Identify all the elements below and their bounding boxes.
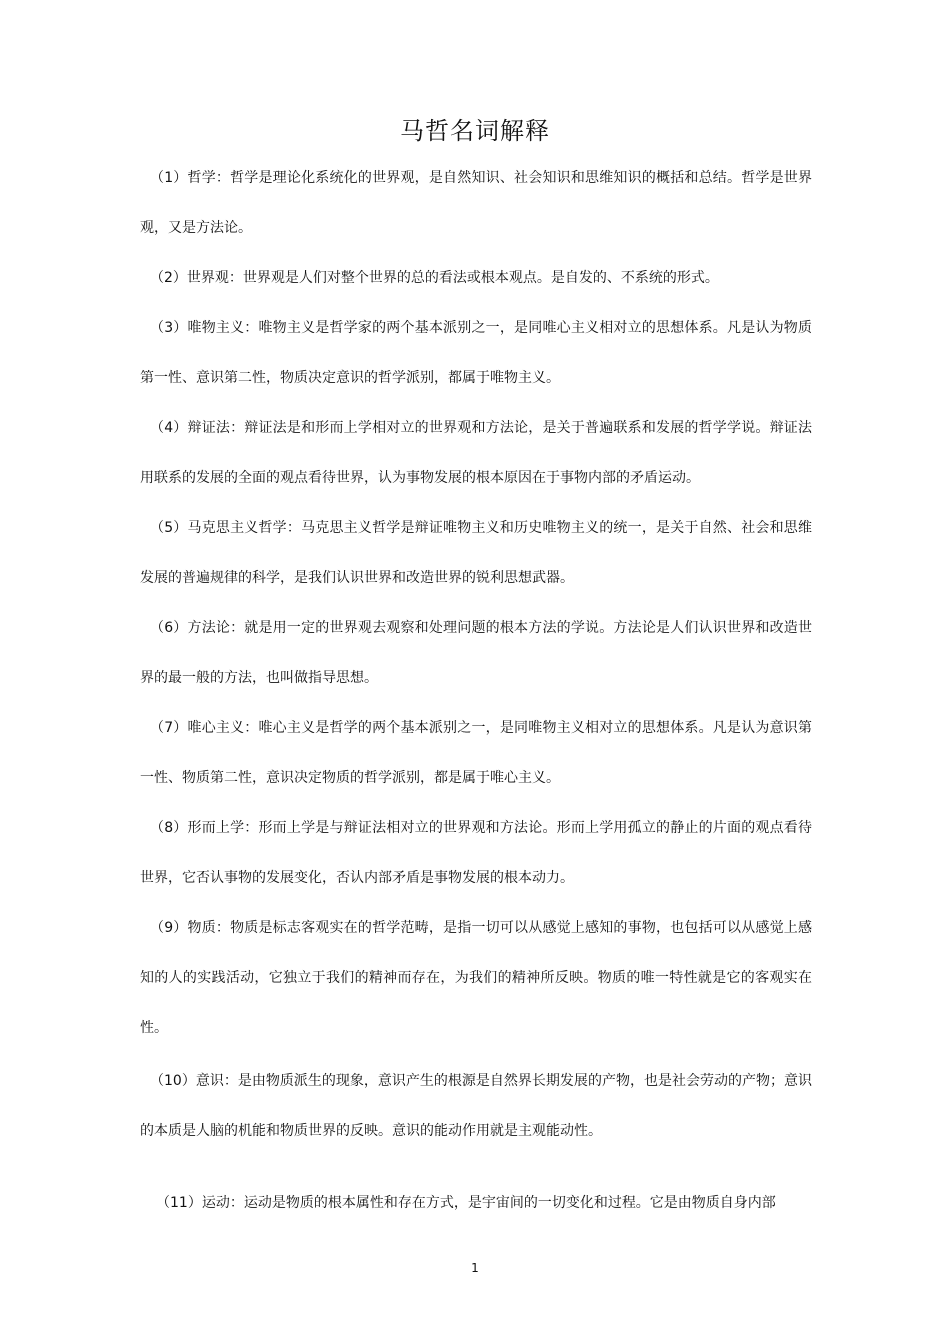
paragraph-7: （7）唯心主义：唯心主义是哲学的两个基本派别之一，是同唯物主义相对立的思想体系。凡是认为意识第一性、物质第二性，意识决定物质的哲学派别，都是属于唯心主义。 <box>140 720 812 786</box>
paragraph-8: （8）形而上学：形而上学是与辩证法相对立的世界观和方法论。形而上学用孤立的静止的片面的观点看待世界，它否认事物的发展变化，否认内部矛盾是事物发展的根本动力。 <box>140 820 812 886</box>
document-title: 马哲名词解释 <box>400 117 550 145</box>
paragraph-5: （5）马克思主义哲学：马克思主义哲学是辩证唯物主义和历史唯物主义的统一，是关于自然、社会和思维发展的普遍规律的科学，是我们认识世界和改造世界的锐利思想武器。 <box>140 520 812 586</box>
paragraph-4: （4）辩证法：辩证法是和形而上学相对立的世界观和方法论，是关于普遍联系和发展的哲学学说。辩证法用联系的发展的全面的观点看待世界，认为事物发展的根本原因在于事物内部的矛盾运动。 <box>140 420 812 486</box>
paragraph-9: （9）物质：物质是标志客观实在的哲学范畴，是指一切可以从感觉上感知的事物，也包括可以从感觉上感知的人的实践活动，它独立于我们的精神而存在，为我们的精神所反映。物质的唯一特性就是它的客观实在性。 <box>140 920 812 1036</box>
paragraph-6: （6）方法论：就是用一定的世界观去观察和处理问题的根本方法的学说。方法论是人们认识世界和改造世界的最一般的方法，也叫做指导思想。 <box>140 620 812 686</box>
paragraph-2: （2）世界观：世界观是人们对整个世界的总的看法或根本观点。是自发的、不系统的形式。 <box>150 270 719 286</box>
paragraph-1: （1）哲学：哲学是理论化系统化的世界观，是自然知识、社会知识和思维知识的概括和总结。哲学是世界观，又是方法论。 <box>140 170 812 236</box>
paragraph-10: （10）意识：是由物质派生的现象，意识产生的根源是自然界长期发展的产物，也是社会劳动的产物；意识的本质是人脑的机能和物质世界的反映。意识的能动作用就是主观能动性。 <box>140 1073 812 1139</box>
page-number: 1 <box>471 1261 479 1275</box>
paragraph-3: （3）唯物主义：唯物主义是哲学家的两个基本派别之一，是同唯心主义相对立的思想体系。凡是认为物质第一性、意识第二性，物质决定意识的哲学派别，都属于唯物主义。 <box>140 320 812 386</box>
paragraph-11: （11）运动：运动是物质的根本属性和存在方式，是宇宙间的一切变化和过程。它是由物质自身内部 <box>156 1195 776 1211</box>
